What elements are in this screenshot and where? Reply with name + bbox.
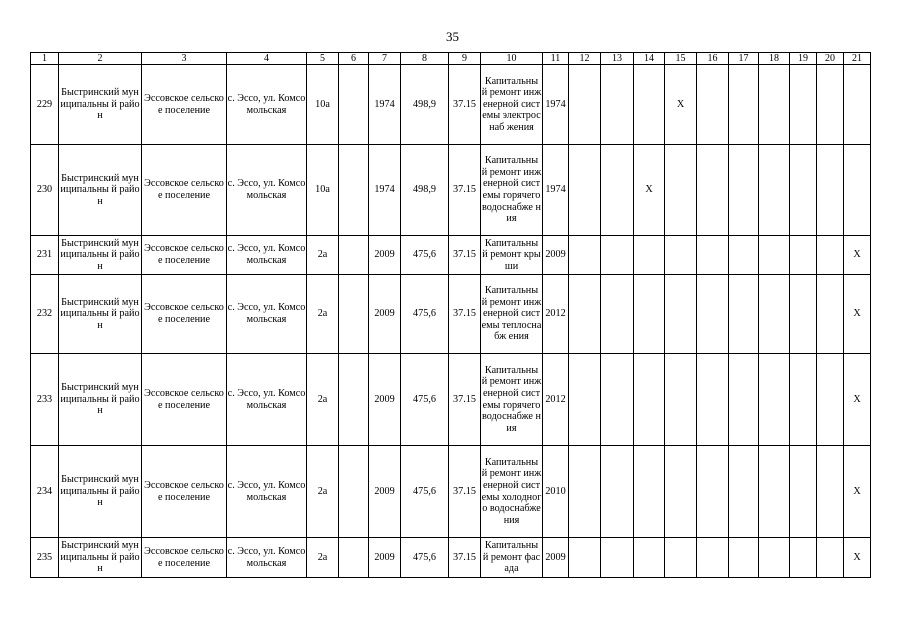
work-type-cell: Капитальны й ремонт инженерной системы горячего водоснабже ния: [481, 145, 543, 236]
mark-cell: [759, 145, 790, 236]
mark-cell: [697, 65, 729, 145]
mark-cell: [665, 538, 697, 578]
mark-cell: [634, 538, 665, 578]
table-row: [31, 65, 871, 145]
year-built-cell: 2009: [369, 236, 401, 275]
code-cell: 37.15: [449, 538, 481, 578]
header-cell: 18: [759, 53, 790, 65]
code-cell: 37.15: [449, 236, 481, 275]
mark-cell: [729, 354, 759, 446]
row-number-cell: 235: [31, 538, 59, 578]
mark-cell: [697, 275, 729, 354]
address-cell: с. Эссо, ул. Комсомольская: [227, 145, 307, 236]
house-number-cell: 2а: [307, 538, 339, 578]
mark-cell: [729, 65, 759, 145]
mark-cell: [790, 538, 817, 578]
last-repair-year-cell: 2009: [543, 538, 569, 578]
row-number-cell: 234: [31, 446, 59, 538]
mark-cell: [759, 446, 790, 538]
last-repair-year-cell: 2012: [543, 354, 569, 446]
mark-cell: [817, 446, 844, 538]
empty-cell: [339, 145, 369, 236]
mark-cell: [759, 236, 790, 275]
mark-cell: X: [634, 145, 665, 236]
house-number-cell: 2а: [307, 236, 339, 275]
mark-cell: [569, 275, 601, 354]
row-number-cell: 233: [31, 354, 59, 446]
mark-cell: [697, 538, 729, 578]
header-cell: 4: [227, 53, 307, 65]
empty-cell: [339, 65, 369, 145]
mark-cell: [729, 236, 759, 275]
mark-cell: [729, 446, 759, 538]
mark-cell: X: [665, 65, 697, 145]
mark-cell: [817, 538, 844, 578]
header-cell: 2: [59, 53, 142, 65]
last-repair-year-cell: 2010: [543, 446, 569, 538]
district-cell: Быстринский муниципальны й район: [59, 538, 142, 578]
mark-cell: [697, 446, 729, 538]
header-cell: 16: [697, 53, 729, 65]
header-cell: 21: [844, 53, 871, 65]
year-built-cell: 2009: [369, 354, 401, 446]
address-cell: с. Эссо, ул. Комсомольская: [227, 354, 307, 446]
mark-cell: [790, 145, 817, 236]
header-cell: 19: [790, 53, 817, 65]
area-cell: 475,6: [401, 354, 449, 446]
mark-cell: [844, 65, 871, 145]
empty-cell: [339, 275, 369, 354]
mark-cell: [790, 65, 817, 145]
mark-cell: [759, 65, 790, 145]
work-type-cell: Капитальны й ремонт фасада: [481, 538, 543, 578]
address-cell: с. Эссо, ул. Комсомольская: [227, 275, 307, 354]
mark-cell: [634, 275, 665, 354]
mark-cell: X: [844, 236, 871, 275]
mark-cell: [569, 145, 601, 236]
mark-cell: [569, 65, 601, 145]
area-cell: 498,9: [401, 65, 449, 145]
last-repair-year-cell: 1974: [543, 145, 569, 236]
district-cell: Быстринский муниципальны й район: [59, 354, 142, 446]
settlement-cell: Эссовское сельское поселение: [142, 354, 227, 446]
mark-cell: [601, 446, 634, 538]
address-cell: с. Эссо, ул. Комсомольская: [227, 65, 307, 145]
settlement-cell: Эссовское сельское поселение: [142, 446, 227, 538]
mark-cell: [790, 354, 817, 446]
mark-cell: [844, 145, 871, 236]
mark-cell: [569, 446, 601, 538]
table-row: [31, 275, 871, 354]
house-number-cell: 2а: [307, 275, 339, 354]
mark-cell: [665, 354, 697, 446]
mark-cell: [817, 275, 844, 354]
work-type-cell: Капитальны й ремонт инженерной системы электроснаб жения: [481, 65, 543, 145]
table-row: [31, 145, 871, 236]
settlement-cell: Эссовское сельское поселение: [142, 538, 227, 578]
area-cell: 498,9: [401, 145, 449, 236]
year-built-cell: 2009: [369, 275, 401, 354]
mark-cell: [759, 538, 790, 578]
area-cell: 475,6: [401, 538, 449, 578]
empty-cell: [339, 538, 369, 578]
mark-cell: [759, 354, 790, 446]
address-cell: с. Эссо, ул. Комсомольская: [227, 236, 307, 275]
code-cell: 37.15: [449, 354, 481, 446]
mark-cell: [601, 145, 634, 236]
header-cell: 9: [449, 53, 481, 65]
code-cell: 37.15: [449, 446, 481, 538]
header-row: [31, 53, 871, 65]
district-cell: Быстринский муниципальны й район: [59, 275, 142, 354]
settlement-cell: Эссовское сельское поселение: [142, 236, 227, 275]
row-number-cell: 231: [31, 236, 59, 275]
header-cell: 14: [634, 53, 665, 65]
district-cell: Быстринский муниципальны й район: [59, 65, 142, 145]
mark-cell: [569, 538, 601, 578]
mark-cell: [697, 145, 729, 236]
house-number-cell: 2а: [307, 446, 339, 538]
house-number-cell: 2а: [307, 354, 339, 446]
house-number-cell: 10а: [307, 145, 339, 236]
address-cell: с. Эссо, ул. Комсомольская: [227, 446, 307, 538]
code-cell: 37.15: [449, 65, 481, 145]
header-cell: 17: [729, 53, 759, 65]
mark-cell: [790, 275, 817, 354]
capital-repair-table: [30, 52, 871, 578]
header-cell: 6: [339, 53, 369, 65]
table-row: [31, 354, 871, 446]
address-cell: с. Эссо, ул. Комсомольская: [227, 538, 307, 578]
mark-cell: [665, 236, 697, 275]
year-built-cell: 2009: [369, 446, 401, 538]
work-type-cell: Капитальны й ремонт крыши: [481, 236, 543, 275]
header-cell: 15: [665, 53, 697, 65]
mark-cell: [817, 236, 844, 275]
mark-cell: [569, 354, 601, 446]
mark-cell: [634, 236, 665, 275]
mark-cell: [817, 145, 844, 236]
district-cell: Быстринский муниципальны й район: [59, 236, 142, 275]
work-type-cell: Капитальны й ремонт инженерной системы холодного водоснабже ния: [481, 446, 543, 538]
mark-cell: [601, 236, 634, 275]
mark-cell: [729, 538, 759, 578]
header-cell: 8: [401, 53, 449, 65]
area-cell: 475,6: [401, 275, 449, 354]
mark-cell: [817, 65, 844, 145]
year-built-cell: 1974: [369, 145, 401, 236]
header-cell: 11: [543, 53, 569, 65]
mark-cell: X: [844, 275, 871, 354]
empty-cell: [339, 236, 369, 275]
mark-cell: [729, 145, 759, 236]
district-cell: Быстринский муниципальны й район: [59, 145, 142, 236]
row-number-cell: 232: [31, 275, 59, 354]
mark-cell: [665, 145, 697, 236]
table-row: [31, 538, 871, 578]
header-cell: 10: [481, 53, 543, 65]
mark-cell: [697, 354, 729, 446]
mark-cell: [601, 354, 634, 446]
mark-cell: [665, 275, 697, 354]
settlement-cell: Эссовское сельское поселение: [142, 65, 227, 145]
work-type-cell: Капитальны й ремонт инженерной системы горячего водоснабже ния: [481, 354, 543, 446]
mark-cell: [601, 65, 634, 145]
row-number-cell: 230: [31, 145, 59, 236]
house-number-cell: 10а: [307, 65, 339, 145]
area-cell: 475,6: [401, 236, 449, 275]
mark-cell: [817, 354, 844, 446]
header-cell: 7: [369, 53, 401, 65]
header-cell: 12: [569, 53, 601, 65]
mark-cell: [759, 275, 790, 354]
area-cell: 475,6: [401, 446, 449, 538]
last-repair-year-cell: 1974: [543, 65, 569, 145]
table-row: [31, 446, 871, 538]
header-cell: 5: [307, 53, 339, 65]
work-type-cell: Капитальны й ремонт инженерной системы теплоснабж ения: [481, 275, 543, 354]
code-cell: 37.15: [449, 145, 481, 236]
mark-cell: X: [844, 538, 871, 578]
header-cell: 1: [31, 53, 59, 65]
mark-cell: [634, 354, 665, 446]
mark-cell: [634, 446, 665, 538]
empty-cell: [339, 446, 369, 538]
row-number-cell: 229: [31, 65, 59, 145]
district-cell: Быстринский муниципальны й район: [59, 446, 142, 538]
mark-cell: [665, 446, 697, 538]
header-cell: 20: [817, 53, 844, 65]
table-row: [31, 236, 871, 275]
mark-cell: [569, 236, 601, 275]
year-built-cell: 2009: [369, 538, 401, 578]
page-number: 35: [446, 29, 459, 44]
mark-cell: [601, 275, 634, 354]
code-cell: 37.15: [449, 275, 481, 354]
year-built-cell: 1974: [369, 65, 401, 145]
header-cell: 3: [142, 53, 227, 65]
mark-cell: [634, 65, 665, 145]
settlement-cell: Эссовское сельское поселение: [142, 145, 227, 236]
mark-cell: [601, 538, 634, 578]
last-repair-year-cell: 2012: [543, 275, 569, 354]
mark-cell: [729, 275, 759, 354]
mark-cell: X: [844, 446, 871, 538]
settlement-cell: Эссовское сельское поселение: [142, 275, 227, 354]
mark-cell: [790, 236, 817, 275]
mark-cell: X: [844, 354, 871, 446]
last-repair-year-cell: 2009: [543, 236, 569, 275]
mark-cell: [697, 236, 729, 275]
mark-cell: [790, 446, 817, 538]
header-cell: 13: [601, 53, 634, 65]
empty-cell: [339, 354, 369, 446]
